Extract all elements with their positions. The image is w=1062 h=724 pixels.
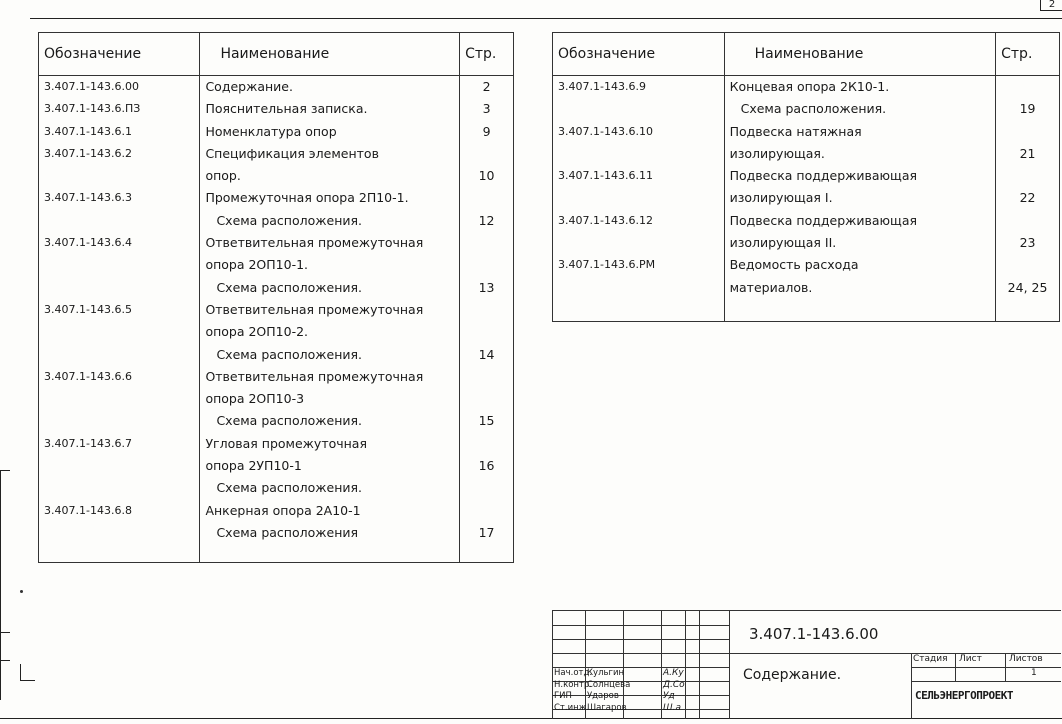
table-row	[39, 410, 514, 432]
entry-code: 3.407.1-143.6.9	[553, 76, 725, 99]
entry-page: 3	[460, 98, 514, 120]
title-block	[552, 610, 1061, 719]
entry-name: изолирующая I.	[724, 187, 996, 209]
entry-name: Содержание.	[200, 76, 460, 99]
corner-mark	[20, 664, 35, 681]
entry-code	[39, 410, 200, 432]
entry-name: опор.	[200, 165, 460, 187]
entry-name: Ответвительная промежуточная	[200, 299, 460, 321]
stage-label: Стадия	[913, 654, 948, 664]
entry-code: 3.407.1-143.6.3	[39, 187, 200, 209]
entry-page	[460, 433, 514, 455]
table-row	[553, 210, 1060, 232]
signer-role: Н.контр.	[554, 679, 593, 690]
contents-table-right	[552, 32, 1060, 322]
entry-name: изолирующая II.	[724, 232, 996, 254]
entry-code: 3.407.1-143.6.8	[39, 500, 200, 522]
table-row	[39, 500, 514, 522]
table-row	[39, 477, 514, 499]
entry-code: 3.407.1-143.6.4	[39, 232, 200, 254]
entry-page	[460, 366, 514, 388]
entry-code: 3.407.1-143.6.ПЗ	[39, 98, 200, 120]
table-row	[39, 210, 514, 232]
entry-name: Схема расположения.	[200, 477, 460, 499]
entry-name: Пояснительная записка.	[200, 98, 460, 120]
table-row	[553, 98, 1060, 120]
ink-dot	[20, 590, 23, 593]
entry-code: 3.407.1-143.6.2	[39, 143, 200, 165]
entry-name: Промежуточная опора 2П10-1.	[200, 187, 460, 209]
doc-title: Содержание.	[743, 667, 842, 683]
entry-name: Схема расположения.	[724, 98, 996, 120]
entry-page: 23	[996, 232, 1060, 254]
entry-name: опора 2ОП10-2.	[200, 321, 460, 343]
entry-page	[460, 477, 514, 499]
entry-code	[39, 210, 200, 232]
entry-code	[39, 321, 200, 343]
table-row	[39, 299, 514, 321]
frame-tick	[0, 660, 10, 661]
entry-page	[460, 500, 514, 522]
table-row	[553, 232, 1060, 254]
entry-code	[39, 477, 200, 499]
table-row	[39, 388, 514, 410]
entry-code: 3.407.1-143.6.00	[39, 76, 200, 99]
entry-page	[996, 121, 1060, 143]
entry-name: Схема расположения.	[200, 410, 460, 432]
signer-role: Нач.отд.	[554, 668, 593, 678]
entry-code: 3.407.1-143.6.РМ	[553, 254, 725, 276]
entry-name: Схема расположения.	[200, 277, 460, 299]
entry-name: Ответвительная промежуточная	[200, 366, 460, 388]
entry-name: изолирующая.	[724, 143, 996, 165]
entry-page	[460, 299, 514, 321]
table-row	[39, 165, 514, 187]
sheet-number: 2	[1040, 0, 1062, 11]
entry-page: 15	[460, 410, 514, 432]
entry-page: 21	[996, 143, 1060, 165]
table-row	[39, 455, 514, 477]
entry-page	[996, 210, 1060, 232]
entry-page	[460, 232, 514, 254]
entry-page	[996, 76, 1060, 99]
entry-code	[39, 455, 200, 477]
signer-role: Ст.инж.	[554, 702, 590, 713]
entry-page: 19	[996, 98, 1060, 120]
table-row	[39, 522, 514, 544]
entry-code	[553, 187, 725, 209]
entry-name: Угловая промежуточная	[200, 433, 460, 455]
header-code: Обозначение	[39, 33, 200, 76]
handwritten-signature: Д.Со	[663, 679, 685, 690]
frame-left-line	[0, 470, 1, 700]
table-row	[553, 76, 1060, 99]
table-row	[553, 121, 1060, 143]
signer-name: Солнцева	[587, 679, 631, 690]
entry-name: материалов.	[724, 277, 996, 299]
header-name: Наименование	[724, 33, 996, 76]
entry-page	[460, 254, 514, 276]
frame-tick	[0, 470, 10, 471]
entry-name	[200, 544, 460, 563]
table-row	[39, 232, 514, 254]
table-row	[39, 344, 514, 366]
entry-page	[996, 299, 1060, 322]
entry-code: 3.407.1-143.6.11	[553, 165, 725, 187]
table-row	[39, 76, 514, 99]
entry-name: Подвеска поддерживающая	[724, 210, 996, 232]
table-row	[39, 433, 514, 455]
contents-table-left	[38, 32, 514, 563]
entry-page: 9	[460, 121, 514, 143]
entry-name: Номенклатура опор	[200, 121, 460, 143]
entry-code: 3.407.1-143.6.6	[39, 366, 200, 388]
entry-code	[39, 522, 200, 544]
table-row	[39, 187, 514, 209]
entry-code	[39, 165, 200, 187]
entry-page	[460, 544, 514, 563]
entry-code	[39, 344, 200, 366]
entry-name: Анкерная опора 2А10-1	[200, 500, 460, 522]
table-row	[553, 143, 1060, 165]
header-code: Обозначение	[553, 33, 725, 76]
entry-page	[996, 254, 1060, 276]
handwritten-signature: Уд	[663, 691, 675, 701]
table-row	[39, 143, 514, 165]
entry-name: Подвеска натяжная	[724, 121, 996, 143]
entry-page: 10	[460, 165, 514, 187]
entry-code: 3.407.1-143.6.10	[553, 121, 725, 143]
entry-code	[39, 544, 200, 563]
entry-name: Схема расположения.	[200, 210, 460, 232]
table-row	[39, 254, 514, 276]
entry-page	[996, 165, 1060, 187]
handwritten-signature: Ш.а	[663, 702, 681, 713]
entry-name: Ответвительная промежуточная	[200, 232, 460, 254]
entry-name: Подвеска поддерживающая	[724, 165, 996, 187]
table-row	[553, 165, 1060, 187]
header-page: Стр.	[996, 33, 1060, 76]
sheets-label: Листов	[1009, 654, 1043, 664]
entry-page: 12	[460, 210, 514, 232]
entry-name	[724, 299, 996, 322]
entry-code: 3.407.1-143.6.12	[553, 210, 725, 232]
entry-code	[553, 232, 725, 254]
entry-code	[553, 143, 725, 165]
entry-name: Концевая опора 2К10-1.	[724, 76, 996, 99]
entry-code	[39, 277, 200, 299]
entry-code: 3.407.1-143.6.7	[39, 433, 200, 455]
frame-top-line	[30, 18, 1062, 19]
entry-page	[460, 187, 514, 209]
table-row	[39, 366, 514, 388]
sheet-label: Лист	[959, 654, 982, 664]
table-row	[39, 321, 514, 343]
entry-name: опора 2УП10-1	[200, 455, 460, 477]
table-row	[553, 277, 1060, 299]
signer-name: Ударов	[587, 691, 619, 701]
entry-page: 17	[460, 522, 514, 544]
entry-name: Схема расположения	[200, 522, 460, 544]
table-row	[39, 98, 514, 120]
entry-page: 2	[460, 76, 514, 99]
entry-page: 16	[460, 455, 514, 477]
entry-page: 24, 25	[996, 277, 1060, 299]
table-row	[39, 121, 514, 143]
entry-code: 3.407.1-143.6.1	[39, 121, 200, 143]
entry-page	[460, 321, 514, 343]
entry-name: опора 2ОП10-1.	[200, 254, 460, 276]
table-row	[553, 254, 1060, 276]
sheets-value: 1	[1031, 668, 1037, 678]
entry-code	[553, 98, 725, 120]
entry-name: Ведомость расхода	[724, 254, 996, 276]
entry-name: Спецификация элементов	[200, 143, 460, 165]
entry-page: 13	[460, 277, 514, 299]
frame-tick	[0, 632, 10, 633]
table-row	[39, 277, 514, 299]
entry-code: 3.407.1-143.6.5	[39, 299, 200, 321]
signer-name: Кульгин	[587, 668, 625, 678]
entry-page	[460, 143, 514, 165]
signer-role: ГИП	[554, 691, 572, 701]
entry-name: опора 2ОП10-3	[200, 388, 460, 410]
signer-name: Шагаров	[587, 702, 627, 713]
entry-page	[460, 388, 514, 410]
table-row	[553, 299, 1060, 322]
entry-code	[553, 277, 725, 299]
entry-page: 14	[460, 344, 514, 366]
entry-code	[39, 254, 200, 276]
handwritten-signature: А.Ку	[663, 668, 684, 678]
header-name: Наименование	[200, 33, 460, 76]
table-row	[553, 187, 1060, 209]
entry-code	[553, 299, 725, 322]
entry-name: Схема расположения.	[200, 344, 460, 366]
header-page: Стр.	[460, 33, 514, 76]
organization: СЕЛЬЭНЕРГОПРОЕКТ	[915, 689, 1013, 702]
entry-page: 22	[996, 187, 1060, 209]
table-row	[39, 544, 514, 563]
entry-code	[39, 388, 200, 410]
doc-code: 3.407.1-143.6.00	[749, 625, 879, 643]
